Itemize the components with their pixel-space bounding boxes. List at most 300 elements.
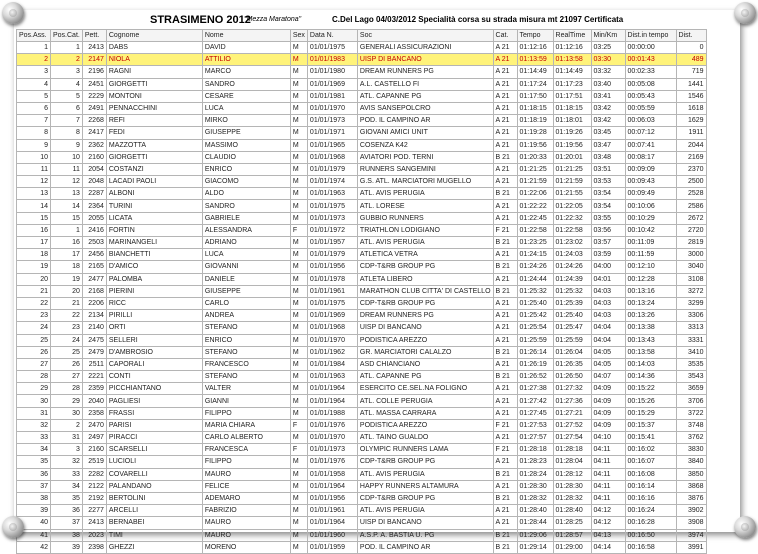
- table-cell: RUNNERS SANGEMINI: [357, 163, 493, 175]
- table-cell: UISP DI BANCANO: [357, 54, 493, 66]
- table-cell: GIACOMO: [202, 176, 290, 188]
- table-cell: 01:25:32: [517, 285, 553, 297]
- table-row: [17, 468, 707, 480]
- table-cell: ADEMARO: [202, 492, 290, 504]
- table-cell: ATL. AVIS PERUGIA: [357, 505, 493, 517]
- table-cell: 01:29:14: [517, 541, 553, 553]
- table-cell: M: [290, 188, 307, 200]
- table-cell: 35: [17, 456, 51, 468]
- table-cell: 2160: [82, 151, 106, 163]
- table-cell: 01/01/1975: [307, 297, 357, 309]
- table-cell: M: [290, 383, 307, 395]
- table-cell: ATLETICA VETRA: [357, 249, 493, 261]
- table-cell: 2221: [82, 371, 106, 383]
- table-cell: A 21: [493, 322, 517, 334]
- table-cell: 2147: [82, 54, 106, 66]
- table-cell: LUCA: [202, 102, 290, 114]
- table-cell: 29: [17, 383, 51, 395]
- table-cell: 04:12: [591, 517, 625, 529]
- table-cell: 01:22:58: [517, 224, 553, 236]
- table-cell: M: [290, 480, 307, 492]
- table-cell: 01:17:51: [553, 90, 591, 102]
- table-cell: 2417: [82, 127, 106, 139]
- table-cell: 01:20:01: [553, 151, 591, 163]
- table-cell: 01:28:30: [517, 480, 553, 492]
- table-cell: 3: [17, 66, 51, 78]
- table-cell: PENNACCHINI: [106, 102, 202, 114]
- table-cell: A 21: [493, 42, 517, 54]
- column-header: Cognome: [106, 30, 202, 42]
- table-cell: 31: [17, 407, 51, 419]
- table-cell: 36: [51, 505, 83, 517]
- table-cell: A 21: [493, 249, 517, 261]
- table-cell: M: [290, 176, 307, 188]
- table-cell: 00:16:24: [625, 505, 676, 517]
- table-cell: 00:12:10: [625, 261, 676, 273]
- table-cell: 9: [17, 139, 51, 151]
- table-cell: 04:05: [591, 346, 625, 358]
- table-cell: 2477: [82, 273, 106, 285]
- table-cell: STEFANO: [202, 371, 290, 383]
- table-cell: A 21: [493, 297, 517, 309]
- table-cell: 8: [17, 127, 51, 139]
- table-cell: 01:12:16: [553, 42, 591, 54]
- table-cell: DREAM RUNNERS PG: [357, 310, 493, 322]
- table-body: [17, 42, 707, 554]
- table-cell: 01/01/1963: [307, 188, 357, 200]
- table-cell: 30: [17, 395, 51, 407]
- table-cell: A 21: [493, 139, 517, 151]
- table-cell: 01/01/1968: [307, 151, 357, 163]
- table-cell: ASD CHIANCIANO: [357, 358, 493, 370]
- table-cell: 01:26:04: [553, 346, 591, 358]
- table-cell: 2475: [82, 334, 106, 346]
- table-cell: RAGNI: [106, 66, 202, 78]
- table-cell: 01:27:38: [517, 383, 553, 395]
- table-cell: 04:11: [591, 456, 625, 468]
- table-cell: M: [290, 529, 307, 541]
- table-cell: B 21: [493, 492, 517, 504]
- table-cell: COSENZA K42: [357, 139, 493, 151]
- table-cell: B 21: [493, 529, 517, 541]
- table-cell: B 21: [493, 346, 517, 358]
- table-cell: 03:32: [591, 66, 625, 78]
- table-cell: 01/01/1975: [307, 200, 357, 212]
- table-cell: 2055: [82, 212, 106, 224]
- table-cell: 01:12:16: [517, 42, 553, 54]
- table-row: [17, 66, 707, 78]
- table-row: [17, 395, 707, 407]
- table-cell: MORENO: [202, 541, 290, 553]
- table-cell: 0: [676, 42, 706, 54]
- table-cell: 01:27:21: [553, 407, 591, 419]
- table-cell: A.L. CASTELLO FI: [357, 78, 493, 90]
- table-cell: 01:25:32: [553, 285, 591, 297]
- race-info: C.Del Lago 04/03/2012 Specialità corsa su strada misura mt 21097 Certificata: [332, 15, 624, 24]
- table-cell: 01:28:24: [517, 468, 553, 480]
- table-cell: 33: [51, 468, 83, 480]
- table-cell: 01/01/1971: [307, 127, 357, 139]
- table-cell: M: [290, 139, 307, 151]
- table-cell: GIANNI: [202, 395, 290, 407]
- column-header: Dist.in tempo: [625, 30, 676, 42]
- table-cell: ANDREA: [202, 310, 290, 322]
- table-cell: CAPORALI: [106, 358, 202, 370]
- table-cell: 2370: [676, 163, 706, 175]
- table-cell: 01:23:02: [553, 237, 591, 249]
- table-cell: 20: [17, 273, 51, 285]
- table-cell: 15: [51, 212, 83, 224]
- table-cell: 2819: [676, 237, 706, 249]
- table-cell: 01:26:14: [517, 346, 553, 358]
- table-cell: 01/01/1978: [307, 273, 357, 285]
- table-cell: 03:54: [591, 188, 625, 200]
- table-cell: MARINANGELI: [106, 237, 202, 249]
- table-cell: A 21: [493, 200, 517, 212]
- table-cell: M: [290, 54, 307, 66]
- table-cell: MASSIMO: [202, 139, 290, 151]
- column-header: Dist.: [676, 30, 706, 42]
- table-cell: FILIPPO: [202, 456, 290, 468]
- table-cell: GENERALI ASSICURAZIONI: [357, 42, 493, 54]
- table-cell: 01:24:26: [553, 261, 591, 273]
- table-cell: M: [290, 90, 307, 102]
- table-cell: 13: [51, 188, 83, 200]
- table-cell: 01/01/1981: [307, 90, 357, 102]
- table-row: [17, 444, 707, 456]
- table-cell: M: [290, 285, 307, 297]
- table-cell: 2456: [82, 249, 106, 261]
- table-row: [17, 407, 707, 419]
- table-cell: 01:24:44: [517, 273, 553, 285]
- table-cell: ENRICO: [202, 163, 290, 175]
- table-cell: 03:30: [591, 54, 625, 66]
- table-cell: M: [290, 468, 307, 480]
- table-cell: A 21: [493, 480, 517, 492]
- table-cell: 10: [51, 151, 83, 163]
- table-cell: 04:09: [591, 395, 625, 407]
- table-cell: 01/01/1969: [307, 78, 357, 90]
- table-row: [17, 334, 707, 346]
- table-cell: 4: [51, 78, 83, 90]
- table-cell: ATL. CAPANNE PG: [357, 90, 493, 102]
- table-cell: GHEZZI: [106, 541, 202, 553]
- table-cell: 2511: [82, 358, 106, 370]
- table-cell: D'AMICO: [106, 261, 202, 273]
- table-cell: 00:15:22: [625, 383, 676, 395]
- table-cell: 01/01/1958: [307, 468, 357, 480]
- table-cell: 01:25:59: [553, 334, 591, 346]
- table-cell: SANDRO: [202, 78, 290, 90]
- table-cell: M: [290, 261, 307, 273]
- table-cell: POD. IL CAMPINO AR: [357, 115, 493, 127]
- table-cell: 7: [17, 115, 51, 127]
- table-cell: STEFANO: [202, 322, 290, 334]
- table-cell: 20: [51, 285, 83, 297]
- table-cell: 00:06:03: [625, 115, 676, 127]
- table-cell: 03:55: [591, 212, 625, 224]
- table-cell: 01/01/1964: [307, 383, 357, 395]
- table-cell: 01:19:56: [517, 139, 553, 151]
- column-header: Pos.Cat.: [51, 30, 83, 42]
- table-cell: A 21: [493, 358, 517, 370]
- table-cell: 00:15:29: [625, 407, 676, 419]
- table-cell: 3748: [676, 419, 706, 431]
- table-cell: A 21: [493, 163, 517, 175]
- table-cell: 22: [51, 310, 83, 322]
- table-cell: 01:29:06: [517, 529, 553, 541]
- table-cell: 01:27:53: [517, 419, 553, 431]
- table-cell: 2416: [82, 224, 106, 236]
- table-cell: A 21: [493, 102, 517, 114]
- table-cell: MARCO: [202, 66, 290, 78]
- table-cell: 04:10: [591, 432, 625, 444]
- table-cell: 24: [17, 322, 51, 334]
- table-cell: 2140: [82, 322, 106, 334]
- table-cell: FILIPPO: [202, 407, 290, 419]
- table-row: [17, 200, 707, 212]
- table-cell: ATL. AVIS PERUGIA: [357, 188, 493, 200]
- table-cell: 01:28:30: [553, 480, 591, 492]
- table-cell: 01:28:18: [517, 444, 553, 456]
- table-cell: 01/01/1974: [307, 176, 357, 188]
- table-cell: 01:28:40: [517, 505, 553, 517]
- table-cell: 01/01/1970: [307, 432, 357, 444]
- table-cell: 01:21:25: [553, 163, 591, 175]
- table-cell: 01:26:35: [553, 358, 591, 370]
- column-header: Min/Km: [591, 30, 625, 42]
- table-cell: 2503: [82, 237, 106, 249]
- table-cell: 2497: [82, 432, 106, 444]
- table-cell: 489: [676, 54, 706, 66]
- table-cell: 01:27:36: [553, 395, 591, 407]
- table-cell: DREAM RUNNERS PG: [357, 66, 493, 78]
- table-cell: SELLERI: [106, 334, 202, 346]
- table-cell: 34: [51, 480, 83, 492]
- table-cell: 01:13:58: [553, 54, 591, 66]
- table-cell: 2720: [676, 224, 706, 236]
- table-cell: 2134: [82, 310, 106, 322]
- table-row: [17, 358, 707, 370]
- table-cell: 00:15:41: [625, 432, 676, 444]
- table-cell: 00:13:58: [625, 346, 676, 358]
- table-cell: 2054: [82, 163, 106, 175]
- table-cell: M: [290, 322, 307, 334]
- table-cell: A 21: [493, 78, 517, 90]
- table-cell: 22: [17, 297, 51, 309]
- table-cell: 01/01/1962: [307, 346, 357, 358]
- table-cell: 3659: [676, 383, 706, 395]
- page-subtitle: "Mezza Maratona": [244, 16, 302, 23]
- table-cell: 01/01/1973: [307, 444, 357, 456]
- table-cell: 04:04: [591, 322, 625, 334]
- table-cell: 00:16:28: [625, 517, 676, 529]
- table-cell: BERNABEI: [106, 517, 202, 529]
- table-cell: 01:24:15: [517, 249, 553, 261]
- table-cell: 01:26:19: [517, 358, 553, 370]
- table-cell: 2268: [82, 115, 106, 127]
- table-cell: 01:28:44: [517, 517, 553, 529]
- table-cell: PICCHIANTANO: [106, 383, 202, 395]
- table-cell: A 21: [493, 115, 517, 127]
- table-cell: 00:16:16: [625, 492, 676, 504]
- table-cell: MAURO: [202, 517, 290, 529]
- table-row: [17, 78, 707, 90]
- table-cell: 01/01/1964: [307, 395, 357, 407]
- table-row: [17, 224, 707, 236]
- title-row: [14, 14, 740, 28]
- table-cell: GUBBIO RUNNERS: [357, 212, 493, 224]
- table-cell: 2398: [82, 541, 106, 553]
- table-cell: 00:13:16: [625, 285, 676, 297]
- table-cell: M: [290, 432, 307, 444]
- table-cell: 42: [17, 541, 51, 553]
- table-cell: B 21: [493, 371, 517, 383]
- table-cell: 04:11: [591, 444, 625, 456]
- table-cell: 5: [51, 90, 83, 102]
- table-cell: 2364: [82, 200, 106, 212]
- table-cell: ARCELLI: [106, 505, 202, 517]
- table-cell: 3543: [676, 371, 706, 383]
- pushpin-icon: [2, 516, 24, 538]
- table-row: [17, 54, 707, 66]
- table-cell: ATL. LORESE: [357, 200, 493, 212]
- table-cell: 29: [51, 395, 83, 407]
- table-cell: 26: [51, 358, 83, 370]
- table-cell: A 21: [493, 127, 517, 139]
- table-cell: 2277: [82, 505, 106, 517]
- table-cell: 01:19:56: [553, 139, 591, 151]
- table-cell: 27: [17, 358, 51, 370]
- table-cell: 03:41: [591, 90, 625, 102]
- table-cell: MARATHON CLUB CITTA' DI CASTELLO: [357, 285, 493, 297]
- table-cell: PODISTICA AREZZO: [357, 334, 493, 346]
- table-row: [17, 492, 707, 504]
- table-cell: M: [290, 310, 307, 322]
- table-cell: M: [290, 346, 307, 358]
- table-cell: M: [290, 358, 307, 370]
- table-cell: 1: [17, 42, 51, 54]
- table-cell: 00:05:08: [625, 78, 676, 90]
- table-cell: 36: [17, 468, 51, 480]
- table-cell: 01/01/1956: [307, 492, 357, 504]
- table-cell: 01/01/1960: [307, 529, 357, 541]
- table-cell: MAZZOTTA: [106, 139, 202, 151]
- table-cell: 01/01/1976: [307, 456, 357, 468]
- table-cell: B 21: [493, 237, 517, 249]
- table-cell: 01:28:18: [553, 444, 591, 456]
- table-cell: G.S. ATL. MARCIATORI MUGELLO: [357, 176, 493, 188]
- table-cell: ENRICO: [202, 334, 290, 346]
- table-cell: FABRIZIO: [202, 505, 290, 517]
- table-cell: 3535: [676, 358, 706, 370]
- table-cell: FRANCESCA: [202, 444, 290, 456]
- table-cell: 00:14:36: [625, 371, 676, 383]
- table-cell: 2040: [82, 395, 106, 407]
- table-cell: B 21: [493, 468, 517, 480]
- table-cell: 01/01/1963: [307, 371, 357, 383]
- table-cell: NIOLA: [106, 54, 202, 66]
- table-cell: B 21: [493, 285, 517, 297]
- table-cell: 24: [51, 334, 83, 346]
- column-header: Data N.: [307, 30, 357, 42]
- column-header: Tempo: [517, 30, 553, 42]
- table-cell: 8: [51, 127, 83, 139]
- table-cell: F 21: [493, 419, 517, 431]
- table-cell: 719: [676, 66, 706, 78]
- table-cell: 3876: [676, 492, 706, 504]
- table-cell: 1: [51, 42, 83, 54]
- header-row: [17, 30, 707, 42]
- table-cell: 04:03: [591, 297, 625, 309]
- table-cell: 01:18:19: [517, 115, 553, 127]
- table-cell: 2500: [676, 176, 706, 188]
- table-row: [17, 249, 707, 261]
- table-cell: M: [290, 212, 307, 224]
- table-cell: 00:05:43: [625, 90, 676, 102]
- table-cell: 2168: [82, 285, 106, 297]
- table-cell: 2165: [82, 261, 106, 273]
- table-cell: FRANCESCO: [202, 358, 290, 370]
- table-cell: 2160: [82, 444, 106, 456]
- table-cell: GIUSEPPE: [202, 127, 290, 139]
- table-cell: 01:27:32: [553, 383, 591, 395]
- table-cell: 01:19:26: [553, 127, 591, 139]
- table-cell: ATL. AVIS PERUGIA: [357, 237, 493, 249]
- table-cell: 3762: [676, 432, 706, 444]
- table-cell: UISP DI BANCANO: [357, 322, 493, 334]
- table-cell: SANDRO: [202, 200, 290, 212]
- pushpin-icon: [734, 2, 756, 24]
- table-cell: MARIA CHIARA: [202, 419, 290, 431]
- table-cell: 2023: [82, 529, 106, 541]
- table-cell: 01/01/1973: [307, 212, 357, 224]
- table-cell: PIRILLI: [106, 310, 202, 322]
- table-cell: F: [290, 224, 307, 236]
- table-cell: 2413: [82, 517, 106, 529]
- table-cell: 03:53: [591, 176, 625, 188]
- table-cell: A 21: [493, 54, 517, 66]
- table-cell: M: [290, 115, 307, 127]
- table-cell: UISP DI BANCANO: [357, 517, 493, 529]
- table-cell: 2: [51, 419, 83, 431]
- table-cell: 03:42: [591, 102, 625, 114]
- table-cell: 01:17:23: [553, 78, 591, 90]
- table-cell: 01/01/1969: [307, 310, 357, 322]
- table-cell: ATL. MASSA CARRARA: [357, 407, 493, 419]
- table-cell: 00:08:17: [625, 151, 676, 163]
- table-cell: A 21: [493, 517, 517, 529]
- table-cell: 00:13:26: [625, 310, 676, 322]
- table-cell: M: [290, 200, 307, 212]
- table-row: [17, 261, 707, 273]
- table-row: [17, 322, 707, 334]
- table-cell: 31: [51, 432, 83, 444]
- table-cell: A 21: [493, 90, 517, 102]
- table-cell: 03:54: [591, 200, 625, 212]
- table-cell: STEFANO: [202, 346, 290, 358]
- table-cell: 03:40: [591, 78, 625, 90]
- table-cell: 41: [17, 529, 51, 541]
- table-cell: M: [290, 517, 307, 529]
- table-cell: A 21: [493, 176, 517, 188]
- table-cell: CESARE: [202, 90, 290, 102]
- table-cell: 01:24:03: [553, 249, 591, 261]
- table-cell: HAPPY RUNNERS ALTAMURA: [357, 480, 493, 492]
- table-cell: 00:16:14: [625, 480, 676, 492]
- table-cell: 01:18:15: [553, 102, 591, 114]
- table-cell: 3706: [676, 395, 706, 407]
